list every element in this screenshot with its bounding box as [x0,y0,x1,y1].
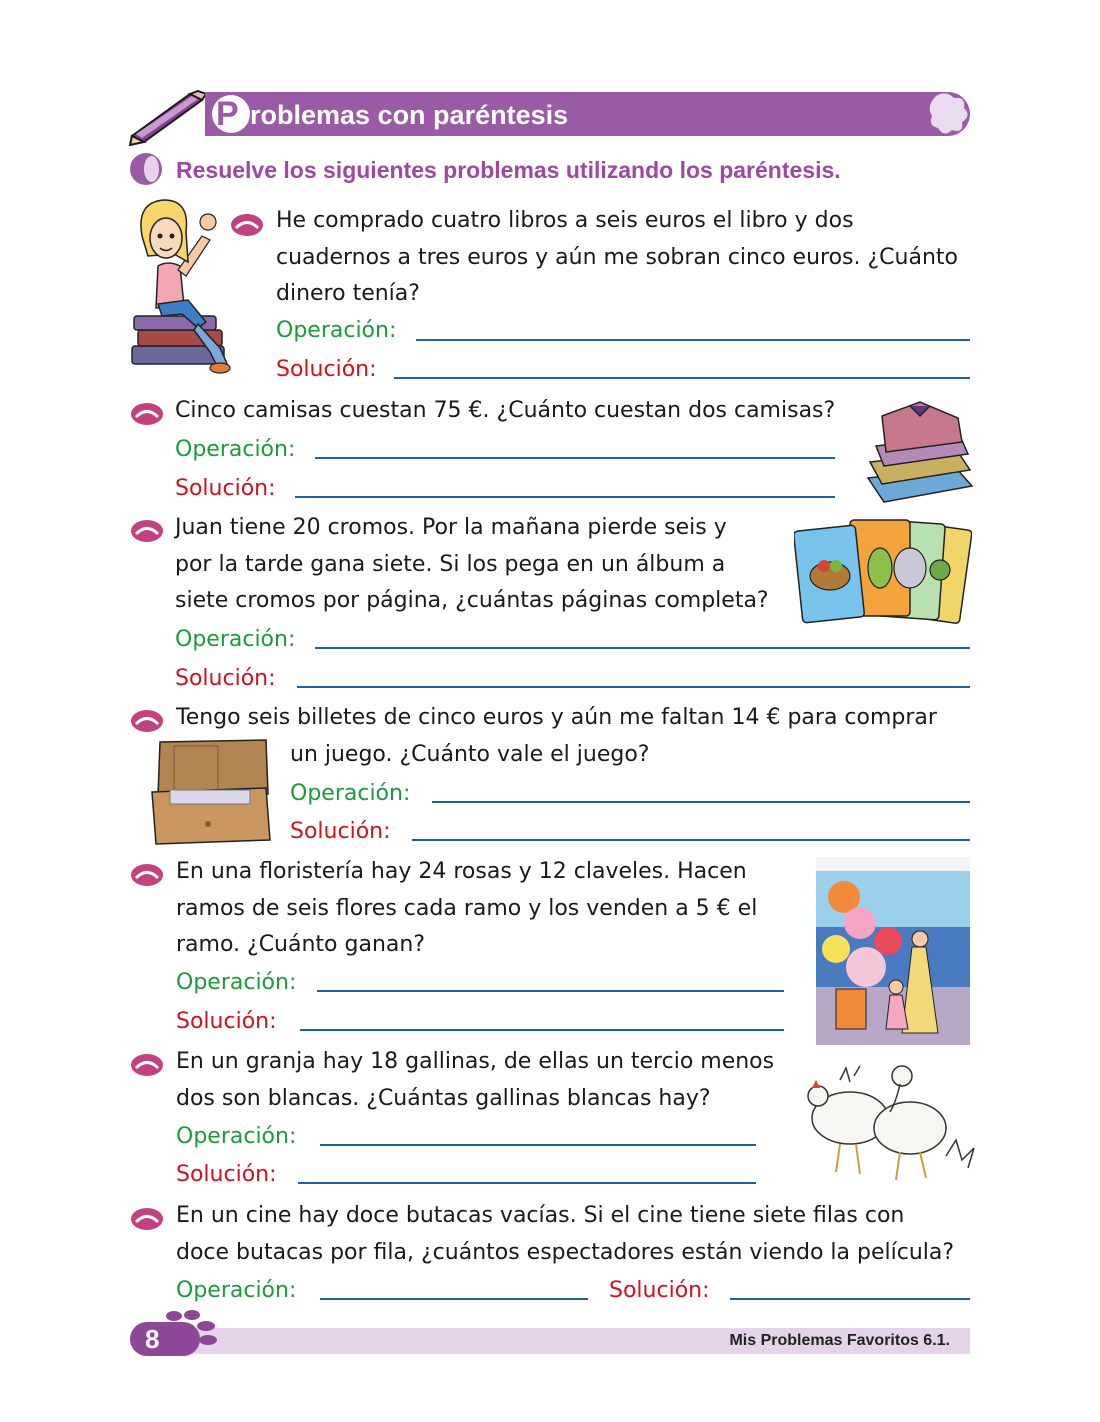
problem-3-operation-label: Operación: [175,627,296,652]
problem-3-operation-line[interactable] [315,647,970,649]
problem-5-solution-label: Solución: [176,1009,277,1034]
problem-5-solution-line[interactable] [300,1029,784,1031]
problem-7-operation-line[interactable] [320,1298,588,1300]
problem-2-solution-label: Solución: [175,476,276,501]
problem-2-solution-line[interactable] [295,496,835,498]
problem-2-operation-line[interactable] [315,457,835,459]
problem-3-solution-label: Solución: [175,666,276,691]
problem-6-operation-line[interactable] [320,1144,756,1146]
trading-cards-illustration [794,514,972,626]
problem-1-operation-line[interactable] [416,339,970,341]
splash-decoration-icon [928,92,968,136]
problem-4-operation-line[interactable] [432,801,970,803]
page-title: roblemas con paréntesis [250,100,569,130]
problem-5-operation-label: Operación: [176,970,297,995]
paw-print-icon [160,1310,220,1350]
page-number: 8 [145,1324,160,1354]
bullet-icon [130,1207,164,1231]
problem-1-solution-line[interactable] [394,377,970,379]
problem-5-text: En una floristería hay 24 rosas y 12 claveles. Hacen ramos de seis flores cada ramo y los venden a 5 € el ramo. ¿Cuánto ganan? [176,859,758,957]
bullet-icon [130,1053,164,1077]
hens-illustration [770,1056,980,1182]
girl-on-books-illustration [128,196,238,374]
problem-2-text: Cinco camisas cuestan 75 €. ¿Cuánto cuestan dos camisas? [175,398,836,423]
problem-4-text: Tengo seis billetes de cinco euros y aún me faltan 14 € para comprar un juego. ¿Cuánto vale el juego? [176,705,937,767]
problem-7-operation-label: Operación: [176,1278,297,1303]
problem-1-operation-label: Operación: [276,318,397,343]
problem-5-operation-line[interactable] [317,990,784,992]
problem-3-text: Juan tiene 20 cromos. Por la mañana pierde seis y por la tarde gana siete. Si los pega en un álbum a siete cromos por página, ¿cuántas páginas completa? [175,515,769,613]
problem-6-text: En un granja hay 18 gallinas, de ellas un tercio menos dos son blancas. ¿Cuántas gallinas blancas hay? [176,1049,775,1111]
problem-7-solution-line[interactable] [730,1298,970,1300]
problem-6-solution-line[interactable] [298,1182,756,1184]
problem-6-solution-label: Solución: [176,1162,277,1187]
problem-6-operation-label: Operación: [176,1124,297,1149]
shirts-pile-illustration [862,396,978,508]
flower-shop-illustration [816,857,970,1045]
problem-7-text: En un cine hay doce butacas vacías. Si el cine tiene siete filas con doce butacas por fila, ¿cuántos espectadores están viendo la película? [176,1203,955,1265]
bullet-icon [130,709,164,733]
instruction-bullet-icon [130,153,162,185]
instruction-text: Resuelve los siguientes problemas utilizando los paréntesis. [176,157,841,183]
problem-3-solution-line[interactable] [297,686,970,688]
problem-1-solution-label: Solución: [276,357,377,382]
problem-4-solution-label: Solución: [290,819,391,844]
bullet-icon [130,863,164,887]
problem-7-solution-label: Solución: [609,1278,710,1303]
bullet-icon [230,213,264,237]
bullet-icon [130,402,164,426]
title-initial: P [216,95,239,133]
pencil-icon [128,90,208,146]
wallet-illustration [150,738,274,848]
bullet-icon [130,519,164,543]
problem-1-text: He comprado cuatro libros a seis euros el libro y dos cuadernos a tres euros y aún me sobran cinco euros. ¿Cuánto dinero tenía? [276,208,958,306]
problem-2-operation-label: Operación: [175,437,296,462]
problem-4-solution-line[interactable] [412,839,970,841]
book-title: Mis Problemas Favoritos 6.1. [729,1332,950,1349]
problem-4-operation-label: Operación: [290,781,411,806]
